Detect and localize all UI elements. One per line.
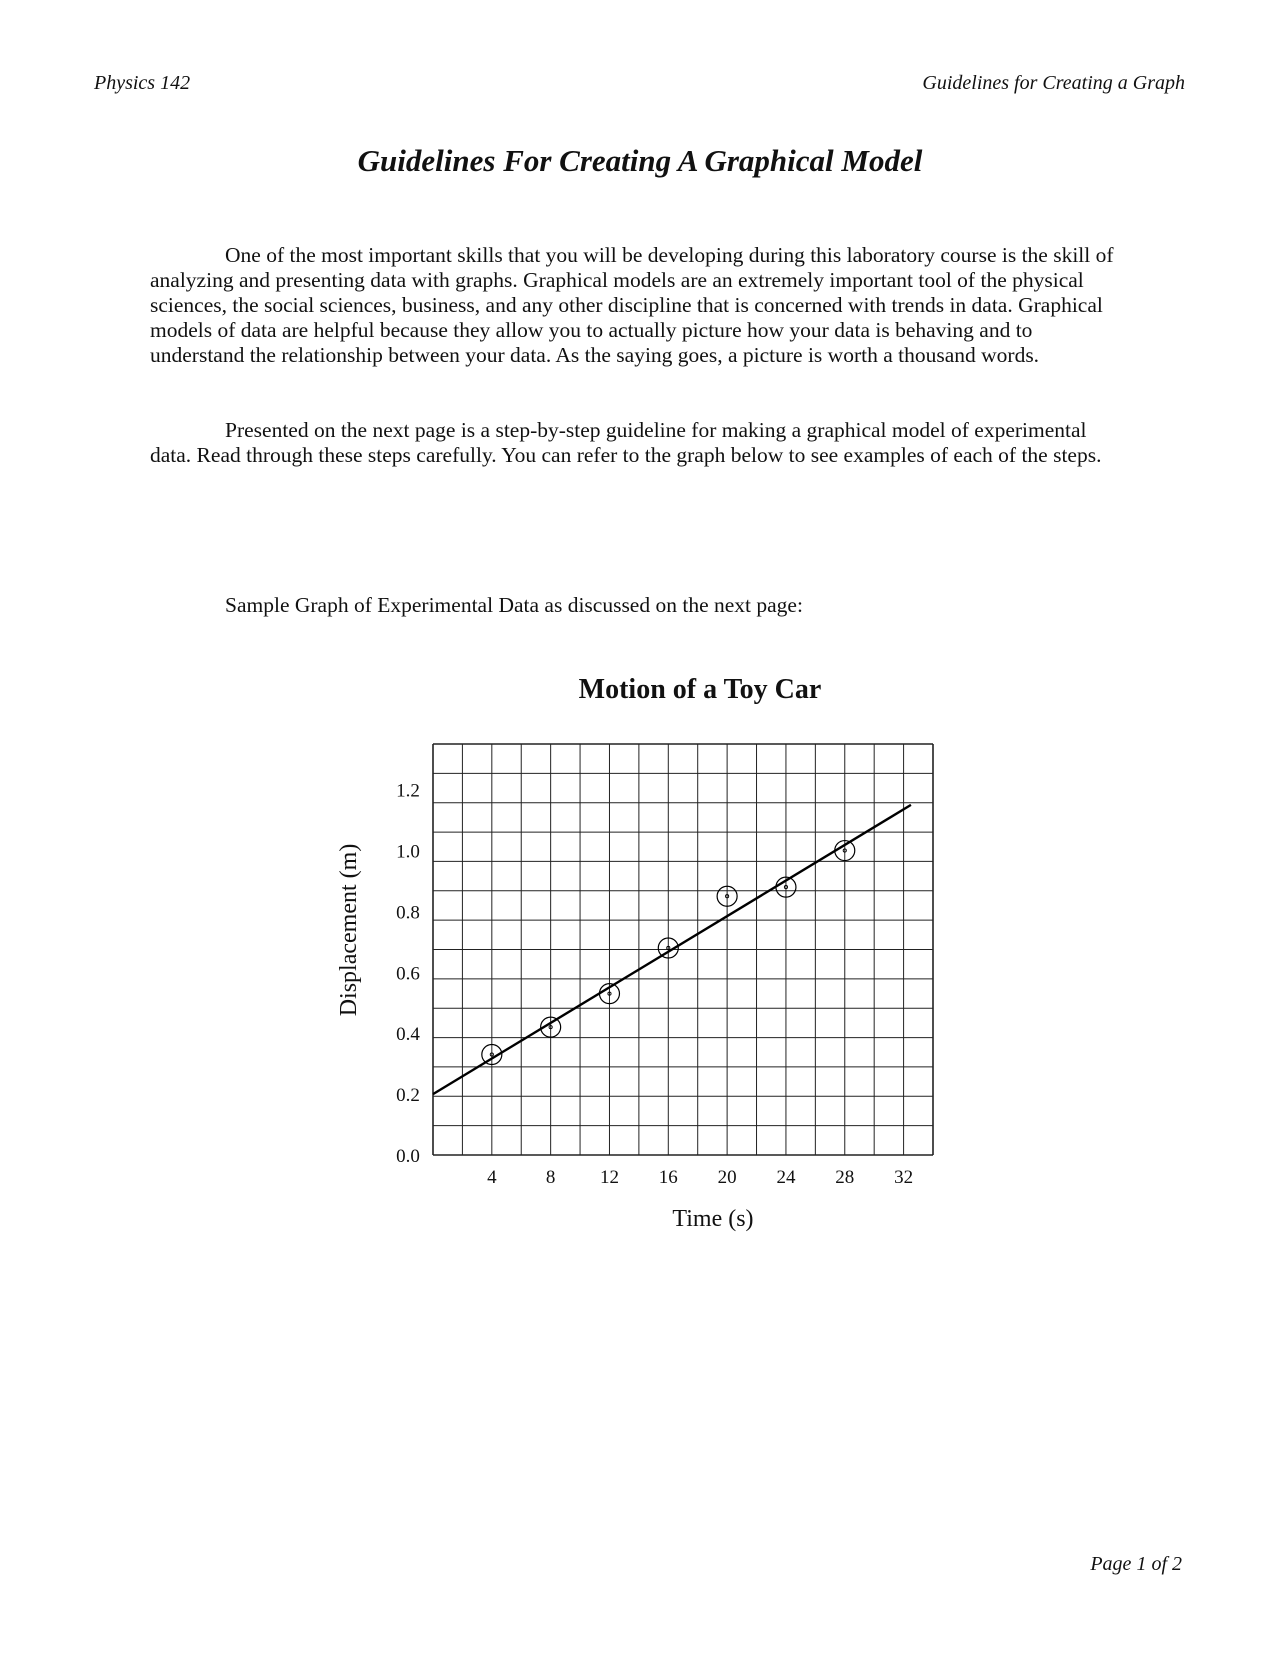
y-tick-labels: [396, 781, 420, 1167]
chart-title: Motion of a Toy Car: [578, 674, 822, 705]
chart-grid: [433, 744, 933, 1155]
y-tick-label: 0.8: [396, 902, 420, 924]
header-doc-title: Guidelines for Creating a Graph: [922, 72, 1185, 94]
y-axis-label: Displacement (m): [336, 843, 362, 1017]
page-number: Page 1 of 2: [1090, 1553, 1182, 1575]
y-tick-label: 0.6: [396, 963, 420, 985]
page-title: Guidelines For Creating A Graphical Model: [357, 143, 923, 178]
x-axis-label: Time (s): [672, 1206, 754, 1232]
y-tick-label: 0.4: [396, 1024, 420, 1046]
header-course: Physics 142: [94, 72, 191, 94]
x-tick-label: 12: [599, 1167, 619, 1188]
x-tick-label: 8: [545, 1167, 556, 1188]
x-tick-label: 16: [658, 1167, 678, 1188]
x-tick-label: 20: [717, 1167, 737, 1188]
x-tick-label: 24: [776, 1167, 796, 1188]
x-tick-label: 4: [487, 1167, 497, 1188]
intro-paragraph: One of the most important skills that you will be developing during this laboratory course is the skill of analyzing and presenting data with graphs. Graphical models are an extremely important tool of the physical sciences, the social sciences, business, and any other discipline that is concerned with trends in data. Graphical models of data are helpful because they allow you to actually picture how your data is behaving and to understand the relationship between your data. As the saying goes, a picture is worth a thousand words.: [150, 243, 1114, 367]
x-tick-label: 32: [894, 1167, 914, 1188]
y-tick-label: 0.0: [396, 1146, 420, 1167]
y-tick-label: 1.0: [396, 841, 420, 863]
steps-paragraph: Presented on the next page is a step-by-step guideline for making a graphical model of experimental data. Read through these steps carefully. You can refer to the graph below to see examples of each of the steps.: [150, 418, 1102, 467]
sample-graph-caption: Sample Graph of Experimental Data as discussed on the next page:: [225, 593, 803, 617]
y-tick-label: 1.2: [396, 780, 420, 802]
y-tick-label: 0.2: [396, 1085, 420, 1107]
x-tick-label: 28: [835, 1167, 855, 1188]
x-tick-labels: [487, 1167, 913, 1188]
